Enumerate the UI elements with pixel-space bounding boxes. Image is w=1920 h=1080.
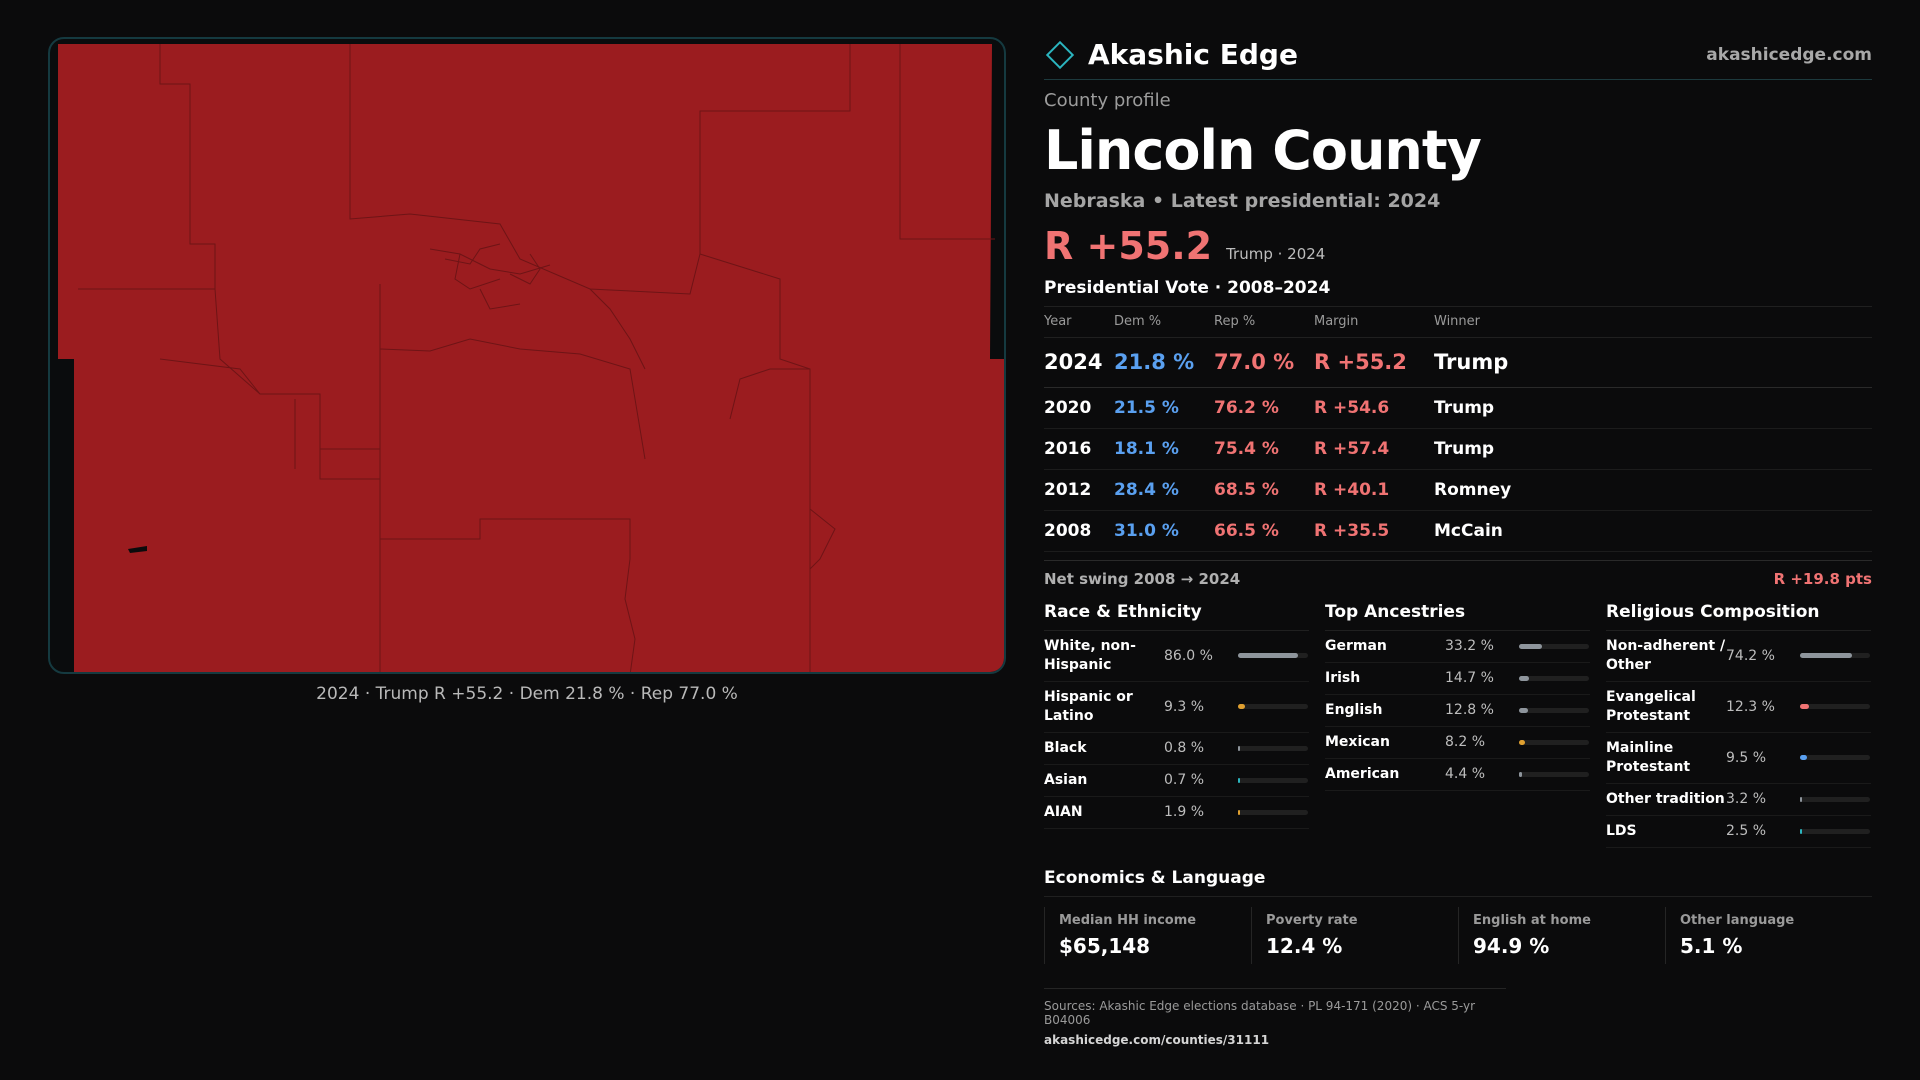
cell-margin: R +57.4	[1314, 428, 1434, 469]
sources-url-link[interactable]: akashicedge.com/counties/31111	[1044, 1032, 1270, 1047]
bar-fill	[1238, 778, 1240, 783]
bar-track	[1238, 746, 1308, 751]
bar-fill	[1238, 653, 1298, 658]
header-year: Year	[1044, 307, 1114, 337]
stat-label: Other language	[1680, 912, 1795, 928]
item-value: 12.3 %	[1726, 698, 1775, 715]
item-label: Asian	[1044, 771, 1088, 788]
item-value: 4.4 %	[1445, 766, 1486, 782]
brand-header	[1044, 30, 1872, 80]
table-row	[1044, 510, 1872, 551]
cell-year: 2016	[1044, 428, 1114, 469]
list-item	[1044, 797, 1309, 829]
list-item	[1044, 733, 1309, 765]
table-header-row	[1044, 307, 1872, 337]
cell-winner: McCain	[1434, 510, 1872, 551]
bar-track	[1519, 772, 1589, 777]
list-item	[1325, 695, 1590, 727]
bar-fill	[1238, 746, 1240, 751]
headline-note: Trump · 2024	[1226, 245, 1326, 263]
county-map-svg	[50, 39, 1006, 674]
item-value: 1.9 %	[1164, 804, 1205, 820]
bar-fill	[1238, 704, 1245, 709]
headline-margin: R +55.2	[1044, 224, 1213, 268]
item-label: Evangelical Protestant	[1606, 688, 1696, 724]
cell-winner: Trump	[1434, 428, 1872, 469]
bar-track	[1238, 704, 1308, 709]
bar-fill	[1800, 797, 1802, 802]
page-subtitle: Nebraska • Latest presidential: 2024	[1044, 190, 1441, 212]
item-label: Mainline Protestant	[1606, 739, 1691, 775]
ancestry-section	[1325, 602, 1590, 848]
bar-track	[1519, 644, 1589, 649]
item-label: Irish	[1325, 669, 1361, 686]
list-item	[1044, 631, 1309, 682]
item-label: Hispanic or Latino	[1044, 688, 1133, 724]
bar-fill	[1238, 810, 1240, 815]
table-row	[1044, 337, 1872, 387]
item-value: 9.5 %	[1726, 749, 1767, 766]
item-label: Other tradition	[1606, 790, 1725, 807]
bar-track	[1238, 653, 1308, 658]
cell-margin: R +55.2	[1314, 337, 1434, 387]
cell-year: 2012	[1044, 469, 1114, 510]
brand-url-link[interactable]: akashicedge.com	[1706, 44, 1872, 65]
bar-track	[1519, 708, 1589, 713]
cell-dem: 18.1 %	[1114, 428, 1214, 469]
sources-text: Sources: Akashic Edge elections database · PL 94-171 (2020) · ACS 5-yr B04006	[1044, 998, 1476, 1027]
item-value: 0.8 %	[1164, 740, 1205, 756]
cell-margin: R +35.5	[1314, 510, 1434, 551]
bar-track	[1800, 704, 1870, 709]
net-swing	[1044, 560, 1872, 588]
cell-dem: 28.4 %	[1114, 469, 1214, 510]
bar-fill	[1800, 653, 1852, 658]
list-item	[1325, 727, 1590, 759]
item-value: 9.3 %	[1164, 698, 1205, 715]
cell-rep: 76.2 %	[1214, 387, 1314, 428]
list-item	[1044, 765, 1309, 797]
stat-label: Median HH income	[1059, 912, 1197, 928]
cell-year: 2020	[1044, 387, 1114, 428]
item-label: Mexican	[1325, 733, 1390, 750]
stat-label: Poverty rate	[1266, 912, 1358, 928]
swing-label: Net swing 2008 → 2024	[1044, 569, 1241, 588]
race-ethnicity-section	[1044, 602, 1309, 848]
bar-track	[1800, 829, 1870, 834]
header-dem: Dem %	[1114, 307, 1214, 337]
list-item	[1325, 631, 1590, 663]
item-label: Non-adherent / Other	[1606, 637, 1726, 673]
stat-card	[1044, 907, 1251, 964]
item-value: 74.2 %	[1726, 647, 1775, 664]
cell-dem: 31.0 %	[1114, 510, 1214, 551]
cell-year: 2008	[1044, 510, 1114, 551]
header-margin: Margin	[1314, 307, 1434, 337]
item-label: German	[1325, 637, 1387, 654]
bar-track	[1800, 755, 1870, 760]
religion-section	[1606, 602, 1871, 848]
cell-dem: 21.5 %	[1114, 387, 1214, 428]
econ-stats	[1044, 907, 1872, 964]
item-value: 33.2 %	[1445, 638, 1494, 654]
item-label: AIAN	[1044, 803, 1083, 820]
cell-rep: 75.4 %	[1214, 428, 1314, 469]
bar-track	[1519, 676, 1589, 681]
stat-value: $65,148	[1059, 933, 1151, 958]
stat-label: English at home	[1473, 912, 1591, 928]
bar-track	[1800, 797, 1870, 802]
county-profile-panel	[1044, 30, 1872, 1047]
stat-card	[1458, 907, 1665, 964]
item-value: 8.2 %	[1445, 734, 1486, 750]
section-title: Top Ancestries	[1325, 602, 1590, 631]
brand-name: Akashic Edge	[1088, 38, 1298, 71]
cell-rep: 66.5 %	[1214, 510, 1314, 551]
page-eyebrow: County profile	[1044, 90, 1171, 111]
header-winner: Winner	[1434, 307, 1872, 337]
item-value: 12.8 %	[1445, 702, 1494, 718]
bar-fill	[1519, 740, 1525, 745]
bar-fill	[1519, 644, 1542, 649]
item-label: LDS	[1606, 822, 1637, 839]
item-value: 2.5 %	[1726, 823, 1767, 839]
bar-fill	[1519, 708, 1528, 713]
list-item	[1606, 682, 1871, 733]
cell-dem: 21.8 %	[1114, 337, 1214, 387]
stat-value: 5.1 %	[1680, 933, 1743, 958]
item-value: 86.0 %	[1164, 647, 1213, 664]
bar-track	[1800, 653, 1870, 658]
demographics	[1044, 602, 1872, 848]
list-item	[1606, 631, 1871, 682]
section-title: Religious Composition	[1606, 602, 1871, 631]
table-row	[1044, 469, 1872, 510]
econ-section-title: Economics & Language	[1044, 868, 1872, 897]
diamond-outline-icon	[1046, 40, 1074, 68]
section-title: Race & Ethnicity	[1044, 602, 1309, 631]
bar-fill	[1800, 704, 1809, 709]
cell-year: 2024	[1044, 337, 1114, 387]
presidential-vote-table	[1044, 307, 1872, 552]
stat-value: 94.9 %	[1473, 933, 1550, 958]
bar-track	[1238, 810, 1308, 815]
list-item	[1606, 733, 1871, 784]
cell-margin: R +40.1	[1314, 469, 1434, 510]
cell-margin: R +54.6	[1314, 387, 1434, 428]
table-row	[1044, 387, 1872, 428]
headline-result	[1044, 224, 1872, 268]
item-label: White, non-Hispanic	[1044, 637, 1136, 673]
page-title: Lincoln County	[1044, 119, 1481, 182]
bar-fill	[1800, 829, 1802, 834]
cell-rep: 77.0 %	[1214, 337, 1314, 387]
stat-card	[1251, 907, 1458, 964]
bar-fill	[1800, 755, 1807, 760]
table-row	[1044, 428, 1872, 469]
item-label: Black	[1044, 739, 1087, 756]
list-item	[1044, 682, 1309, 733]
swing-value: R +19.8 pts	[1773, 569, 1872, 588]
bar-track	[1519, 740, 1589, 745]
bar-fill	[1519, 676, 1529, 681]
county-map[interactable]	[48, 37, 1006, 674]
item-value: 0.7 %	[1164, 772, 1205, 788]
cell-winner: Trump	[1434, 337, 1872, 387]
bar-fill	[1519, 772, 1522, 777]
cell-rep: 68.5 %	[1214, 469, 1314, 510]
sources-footer	[1044, 988, 1506, 1047]
bar-track	[1238, 778, 1308, 783]
list-item	[1606, 816, 1871, 848]
header-rep: Rep %	[1214, 307, 1314, 337]
cell-winner: Trump	[1434, 387, 1872, 428]
stat-value: 12.4 %	[1266, 933, 1343, 958]
list-item	[1325, 663, 1590, 695]
item-label: American	[1325, 765, 1400, 782]
item-value: 3.2 %	[1726, 791, 1767, 807]
cell-winner: Romney	[1434, 469, 1872, 510]
map-caption: 2024 · Trump R +55.2 · Dem 21.8 % · Rep 77.0 %	[316, 684, 738, 704]
item-value: 14.7 %	[1445, 670, 1494, 686]
vote-section-title: Presidential Vote · 2008–2024	[1044, 278, 1872, 307]
brand[interactable]	[1044, 38, 1298, 71]
item-label: English	[1325, 701, 1383, 718]
county-shape[interactable]	[58, 44, 1004, 674]
stat-card	[1665, 907, 1872, 964]
list-item	[1325, 759, 1590, 791]
list-item	[1606, 784, 1871, 816]
